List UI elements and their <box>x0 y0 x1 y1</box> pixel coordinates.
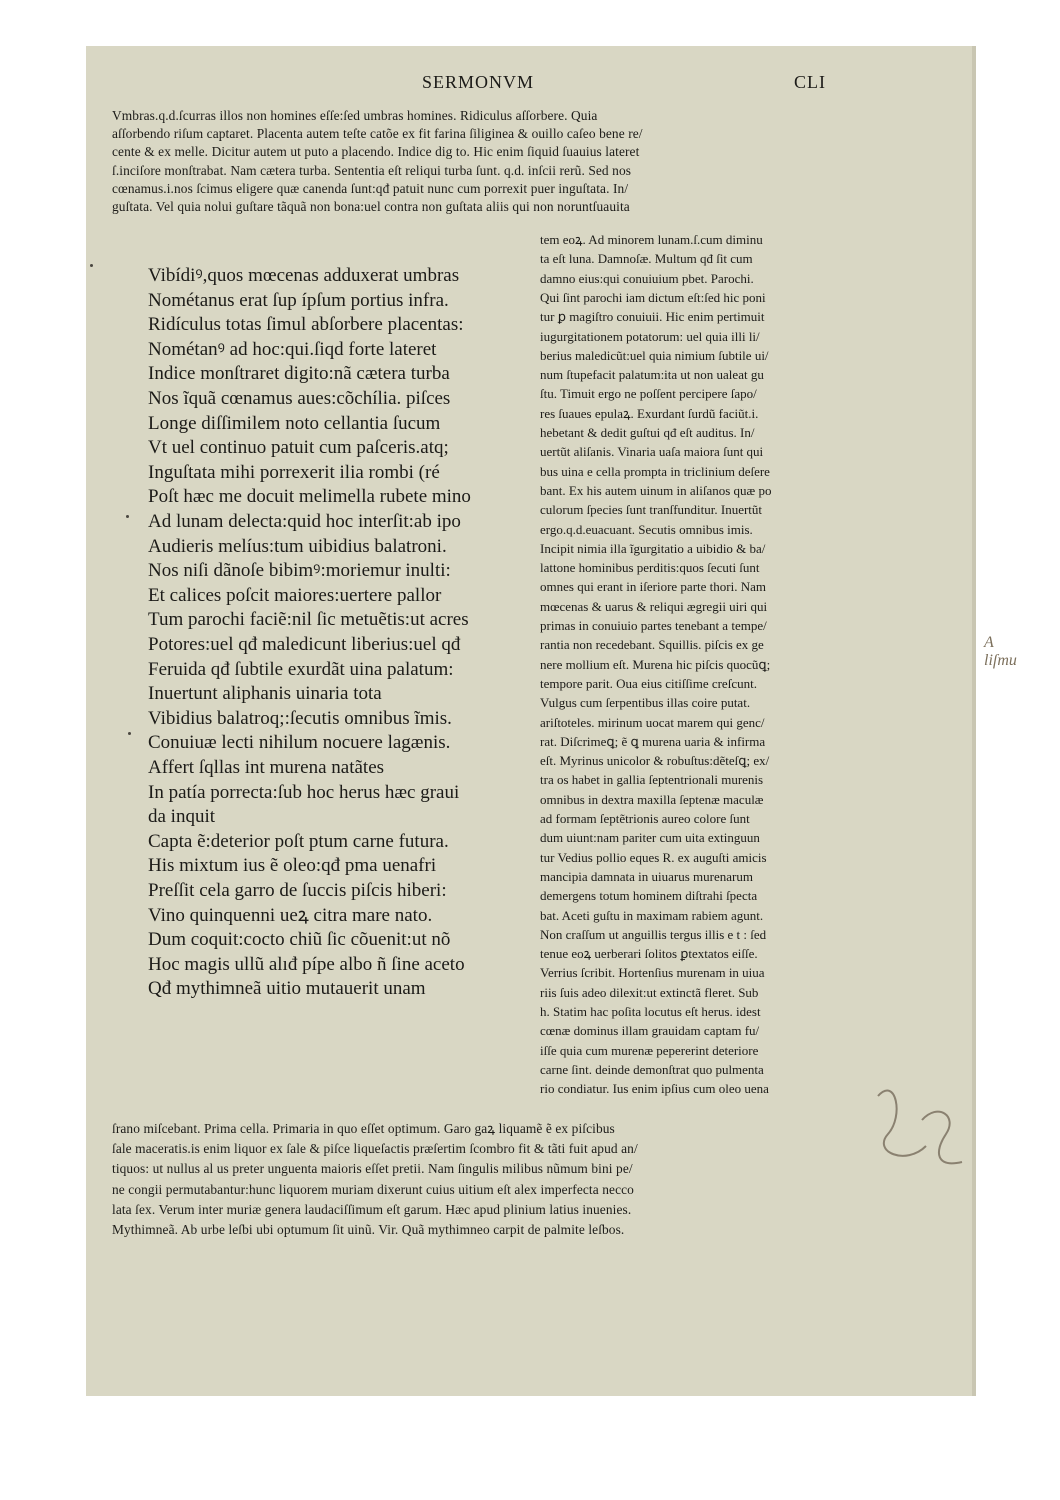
commentary-line: demergens totum hominem diſtrahi ſpecta <box>540 888 758 904</box>
commentary-line: tur ꝑ magiſtro conuiuii. Hic enim pertimuit <box>540 309 765 325</box>
verse-line: Vt uel continuo patuit cum paſceris.atq; <box>148 437 449 459</box>
verse-line: Potores:uel qđ maledicunt liberius:uel qđ <box>148 634 461 655</box>
commentary-line: num ſtupefacit palatum:ita ut non ualeat gu <box>540 367 764 383</box>
commentary-line: ſtu. Timuit ergo ne poſſent percipere ſapo/ <box>540 386 757 402</box>
commentary-line: ergo.q.d.euacuant. Secutis omnibus imis. <box>540 521 753 537</box>
verse-line: Nométanꝰ ad hoc:qui.ſiqd forte lateret <box>148 338 437 360</box>
verse-line: Feruida qđ ſubtile exurdãt uina palatum: <box>148 658 454 680</box>
page-edge <box>972 46 976 1396</box>
verse-line: Vino quinquenni ueꝝ citra mare nato. <box>148 904 433 926</box>
commentary-line: rio condiatur. Ius enim ipſius cum oleo uena <box>540 1081 769 1097</box>
commentary-line: tem eoꝝ. Ad minorem lunam.ſ.cum diminu <box>540 232 763 247</box>
verse-line: In patía porrecta:ſub hoc herus hæc graui <box>148 781 460 803</box>
commentary-line: aſſorbendo riſum captaret. Placenta autem teſte catõe ex fit farina ſiliginea & ouillo caſeo bene re/ <box>112 126 643 142</box>
commentary-line: Verrius ſcribit. Hortenſius murenam in uiua <box>540 965 765 981</box>
commentary-line: cœnamus.i.nos ſcimus eligere quæ canenda ſunt:qđ patuit nunc cum porrexit puer inguſtata. In/ <box>112 180 629 196</box>
commentary-line: Incipit nimia illa ĩgurgitatio a uibidio & ba/ <box>540 540 766 556</box>
commentary-line: dum uiunt:nam pariter cum uita extinguun <box>540 830 760 846</box>
verse-line: His mixtum ius ẽ oleo:qđ pma uenafri <box>148 855 437 877</box>
verse-line: Poſt hæc me docuit melimella rubete mino <box>148 486 471 508</box>
commentary-line: carne ſint. deinde demonſtrat quo pulmenta <box>540 1061 764 1077</box>
verse-line: Affert ſqllas int murena natãtes <box>148 757 385 778</box>
commentary-line: guſtata. Vel quia nolui guſtare tãquã non bona:uel contra non guſtata aliis qui non noruntſuauita <box>112 199 630 214</box>
commentary-line: ſrano miſcebant. Prima cella. Primaria in quo eſſet optimum. Garo gaꝝ liquamẽ ẽ ex piſcibus <box>112 1121 615 1136</box>
commentary-line: ariſtoteles. mirinum uocat marem qui genc/ <box>540 714 765 730</box>
commentary-line: nere mollium eſt. Murena hic piſcis quocũꝗ; <box>540 656 771 672</box>
commentary-line: primas in conuiuio partes tenebant a tempe/ <box>540 618 767 633</box>
verse-line: Indice monſtraret digito:nã cætera turba <box>148 363 450 385</box>
commentary-line: bat. Aceti guſtu in maximam rabiem agunt. <box>540 907 764 923</box>
verse-line: Nométanus erat ſup ípſum portius infra. <box>148 289 449 311</box>
verse-line: Preſſit cela garro de ſuccis piſcis hiberi: <box>148 880 447 901</box>
commentary-line: tenue eoꝝ uerberari ſolitos ꝑtextatos eiſſe. <box>540 946 758 962</box>
verse-line: Tum parochi faciẽ:nil ſic metuẽtis:ut acres <box>148 609 469 631</box>
verse-line: Longe diſſimilem noto cellantia ſucum <box>148 412 441 434</box>
commentary-line: eſt. Myrinus unicolor & robuſtus:dẽteſꝗ; ex/ <box>540 753 770 769</box>
commentary-line: uertũt aliſanis. Vinaria uaſa maiora ſunt qui <box>540 444 764 460</box>
commentary-line: hebetant & dedit guſtui qđ eſt auditus. In/ <box>540 425 755 440</box>
commentary-line: cœnæ dominus illam grauidam captam fu/ <box>540 1023 760 1039</box>
verse-line: da inquit <box>148 806 216 828</box>
verse-line: Qđ mythimneã uitio mutauerit unam <box>148 978 426 1000</box>
commentary-line: iſſe quia cum murenæ pepererint deteriore <box>540 1042 759 1058</box>
commentary-line: cente & ex melle. Dicitur autem ut puto a placendo. Indice dig to. Hic enim ſiquid ſuauius lateret <box>112 144 640 160</box>
margin-mark <box>90 264 93 267</box>
commentary-line: Non craſſum ut anguillis tergus illis e t : ſed <box>540 926 767 942</box>
verse-line: Capta ẽ:deterior poſt ptum carne futura. <box>148 830 449 852</box>
verse-line: Vibidius balatroq;:ſecutis omnibus ĩmis. <box>148 707 452 729</box>
commentary-line: riis ſuis adeo dilexit:ut extinctã fleret. Sub <box>540 984 759 1000</box>
commentary-line: iugurgitationem potatorum: uel quia illi li/ <box>540 328 760 344</box>
commentary-line: lata ſex. Verum inter muriæ genera laudaciſſimum eſt garum. Hæc apud plinium latius inuenies. <box>112 1201 632 1217</box>
verse-line: Nos ĩquã cœnamus aues:cõchília. piſces <box>148 388 451 409</box>
verse-line: Ridículus totas ſimul abſorbere placentas: <box>148 314 464 336</box>
commentary-line: lattone hominibus perditis:quos ſecuti ſunt <box>540 560 760 576</box>
verse-line: Dum coquit:cocto chiũ ſic cõuenit:ut nõ <box>148 929 451 951</box>
commentary-line: damno eius:qui conuiuium pbet. Parochi. <box>540 270 754 286</box>
commentary-line: Vmbras.q.d.ſcurras illos non homines eſſe:ſed umbras homines. Ridiculus aſſorbere. Quia <box>112 108 598 123</box>
verse-line: Et calices poſcit maiores:uertere pallor <box>148 584 442 606</box>
running-title: SERMONVM <box>422 72 535 92</box>
commentary-line: berius maledicũt:uel quia nimium ſubtile ui/ <box>540 347 769 363</box>
pen-scribble-icon <box>866 1076 976 1186</box>
verse-line: Nos niſi dãnoſe bibimꝰ:moriemur inulti: <box>148 560 451 582</box>
commentary-line: culorum ſpecies ſunt tranſfunditur. Inuertũt <box>540 502 763 518</box>
commentary-line: tra os habet in gallia ſeptentrionali murenis <box>540 772 764 788</box>
verse-line: Audieris melíus:tum uibidius balatroni. <box>148 535 447 557</box>
commentary-line: h. Statim hac poſita locutus eſt herus. idest <box>540 1004 761 1019</box>
commentary-line: ne congii permutabantur:hunc liquorem muriam dixerunt cuius uitium eſt alex imperfecta necco <box>112 1181 634 1197</box>
margin-mark <box>126 515 129 518</box>
commentary-line: ſale maceratis.is enim liquor ex ſale & piſce liqueſactis præſertim ſcombro fit & tãti fuit apud an/ <box>112 1141 638 1157</box>
commentary-line: mancipia damnata in uiuarus murenarum <box>540 868 753 884</box>
verse-line: Hoc magis ullũ alıđ pípe albo ñ ſine aceto <box>148 953 465 975</box>
verse-line: Conuiuæ lecti nihilum nocuere lagænis. <box>148 732 451 754</box>
commentary-line: Qui ſint parochi iam dictum eſt:ſed hic poni <box>540 289 766 305</box>
commentary-line: rat. Diſcrimeꝗ; ẽ ꝗ murena uaria & infirma <box>540 733 766 749</box>
commentary-line: Mythimneã. Ab urbe leſbi ubi optumum ſit uinũ. Vir. Quã mythimneo carpit de palmite leſbos. <box>112 1222 625 1237</box>
commentary-line: bant. Ex his autem uinum in aliſanos quæ po <box>540 482 772 498</box>
commentary-line: rantia non recedebant. Squillis. piſcis ex ge <box>540 637 764 653</box>
commentary-line: tiquos: ut nullus al us preter unguenta maioris eſſet pretii. Nam ſingulis milibus nũmum bini pe/ <box>112 1161 633 1177</box>
commentary-line: ta eſt luna. Damnoſæ. Multum qđ ſit cum <box>540 251 753 267</box>
commentary-line: omnibus in dextra maxilla ſeptenæ maculæ <box>540 791 764 807</box>
verse-line: Inguſtata mihi porrexerit ilia rombi (ré <box>148 461 440 483</box>
commentary-line: tempore parit. Oua eius citiſſime creſcunt. <box>540 675 757 691</box>
commentary-line: omnes qui erant in iſeriore parte thori. Nam <box>540 579 766 595</box>
margin-mark <box>128 732 131 735</box>
commentary-line: bus uina e cella prompta in triclinium deſere <box>540 463 770 479</box>
commentary-line: res ſuaues epulaꝝ. Exurdant ſurdũ faciũt.i. <box>540 405 759 421</box>
commentary-line: ad formam ſeptẽtrionis aureo colore ſunt <box>540 811 750 826</box>
commentary-line: Vulgus cum ſerpentibus illas coire putat. <box>540 695 751 711</box>
commentary-line: mœcenas & uarus & reliqui ægregii uiri qui <box>540 598 768 614</box>
verse-line: Ad lunam delecta:quid hoc interſit:ab ipo <box>148 511 461 532</box>
verse-line: Vibídiꝰ,quos mœcenas adduxerat umbras <box>148 265 460 286</box>
commentary-line: tur Vedius pollio eques R. ex auguſti amicis <box>540 849 767 865</box>
book-page <box>86 46 1017 1396</box>
verse-line: Inuertunt aliphanis uinaria tota <box>148 683 382 705</box>
handwritten-margin-note: A liſmu <box>984 634 1017 669</box>
commentary-line: ſ.inciſore monſtrabat. Nam cætera turba. Sententia eſt reliqui turba ſunt. q.d. inſcii rerũ. Sed nos <box>112 162 632 178</box>
folio-number: CLI <box>794 72 826 92</box>
